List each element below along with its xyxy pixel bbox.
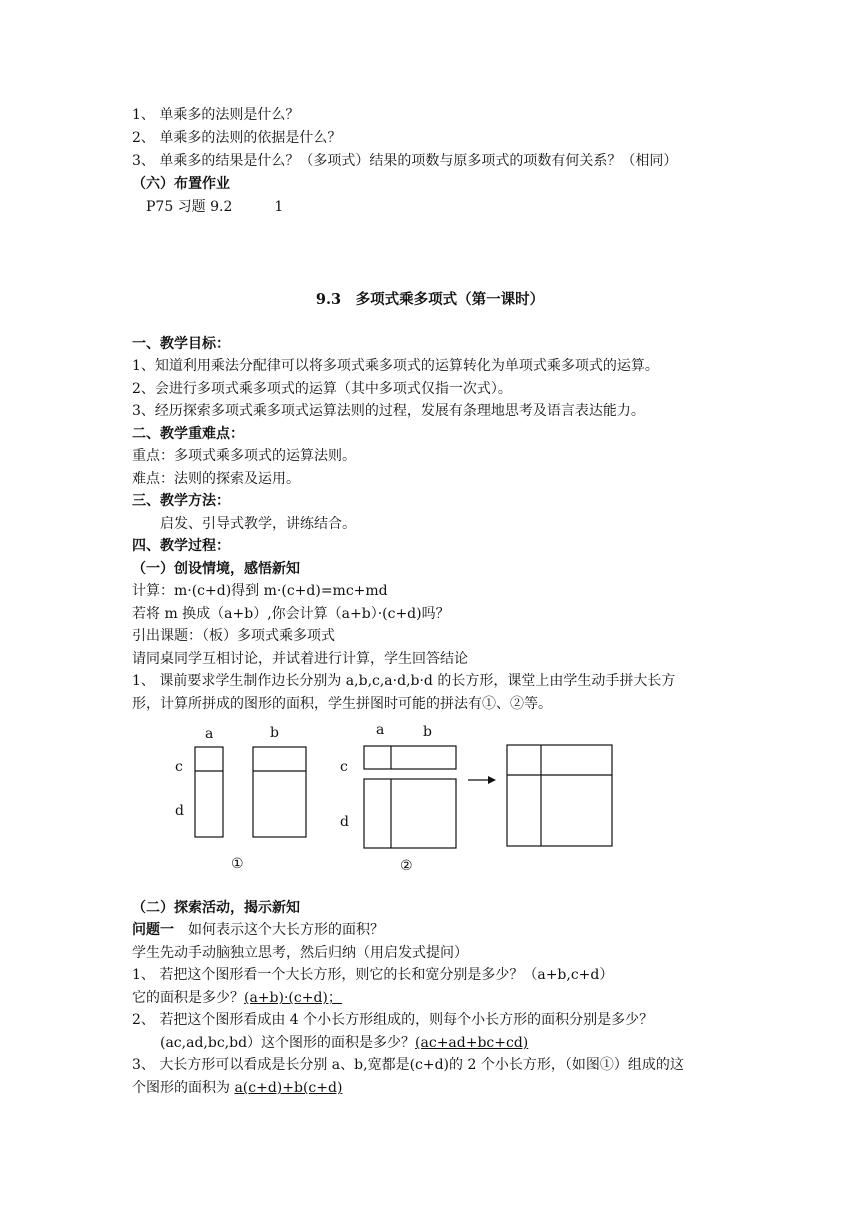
lesson-title: 9.3 多项式乘多项式（第一课时） bbox=[315, 291, 545, 308]
process-line-5a: 1、 课前要求学生制作边长分别为 a,b,c,a·d,b·d 的长方形，课堂上由学生动手拼大长方 bbox=[132, 673, 676, 689]
label-b-2: b bbox=[423, 724, 432, 740]
subsection-2-heading: （二）探索活动，揭示新知 bbox=[132, 900, 300, 916]
problem-1-text: 如何表示这个大长方形的面积？ bbox=[174, 922, 384, 938]
goal-1: 1、知道利用乘法分配律可以将多项式乘多项式的运算转化为单项式乘多项式的运算。 bbox=[132, 358, 659, 374]
answer-1: (a+b)·(c+d)； bbox=[244, 990, 342, 1006]
rect-bottom-block bbox=[364, 779, 456, 848]
explore-line-2: 1、 若把这个图形看一个大长方形，则它的长和宽分别是多少？（a+b,c+d） bbox=[132, 967, 614, 983]
section-method-heading: 三、教学方法： bbox=[132, 493, 230, 509]
section-goals-heading: 一、教学目标： bbox=[132, 336, 230, 352]
process-line-4: 请同桌同学互相讨论，并试着进行计算，学生回答结论 bbox=[132, 651, 468, 667]
difficult-point: 难点：法则的探索及运用。 bbox=[132, 471, 300, 487]
explore-line-3-text: 它的面积是多少？ bbox=[132, 990, 244, 1006]
explore-line-7-text: 个图形的面积为 bbox=[132, 1080, 235, 1096]
label-c-1: c bbox=[175, 759, 183, 775]
arrow-head bbox=[488, 776, 496, 784]
rect-a-tall bbox=[195, 747, 223, 837]
label-fig-2: ② bbox=[400, 858, 413, 874]
label-a-1: a bbox=[205, 726, 214, 742]
label-d-2: d bbox=[340, 814, 349, 830]
homework-text: P75 习题 9.2 1 bbox=[146, 199, 284, 215]
question-1: 1、 单乘多的法则是什么？ bbox=[132, 107, 300, 123]
label-fig-1: ① bbox=[231, 856, 244, 872]
explore-line-5-text: (ac,ad,bc,bd）这个图形的面积是多少？ bbox=[146, 1035, 416, 1051]
label-a-2: a bbox=[376, 722, 385, 738]
process-line-5b: 形，计算所拼成的图形的面积，学生拼图时可能的拼法有①、②等。 bbox=[132, 696, 552, 712]
goal-2: 2、会进行多项式乘多项式的运算（其中多项式仅指一次式）。 bbox=[132, 381, 512, 397]
section-keypoints-heading: 二、教学重难点： bbox=[132, 426, 244, 442]
rect-combined bbox=[507, 745, 612, 846]
rect-b-tall bbox=[253, 747, 306, 837]
explore-line-3 bbox=[132, 988, 342, 1008]
explore-line-6: 3、 大长方形可以看成是长分别 a、b,宽都是(c+d)的 2 个小长方形，（如图①）组成的这 bbox=[132, 1057, 684, 1073]
homework-heading: （六）布置作业 bbox=[132, 176, 230, 192]
explore-line-1: 学生先动手动脑独立思考，然后归纳（用启发式提问） bbox=[132, 945, 468, 961]
problem-1 bbox=[132, 920, 384, 940]
explore-line-7 bbox=[132, 1078, 342, 1098]
explore-line-4: 2、 若把这个图形看成由 4 个小长方形组成的，则每个小长方形的面积分别是多少？ bbox=[132, 1012, 654, 1028]
section-process-heading: 四、教学过程： bbox=[132, 538, 230, 554]
rect-top-strip bbox=[364, 746, 456, 769]
label-c-2: c bbox=[340, 759, 348, 775]
question-2: 2、 单乘多的法则的依据是什么？ bbox=[132, 130, 342, 146]
process-line-2: 若将 m 换成（a+b）,你会计算（a+b）·(c+d)吗？ bbox=[132, 606, 450, 622]
problem-1-label: 问题一 bbox=[132, 922, 174, 938]
explore-line-5 bbox=[146, 1033, 528, 1053]
goal-3: 3、经历探索多项式乘多项式运算法则的过程，发展有条理地思考及语言表达能力。 bbox=[132, 403, 645, 419]
label-b-1: b bbox=[270, 725, 279, 741]
answer-2: (ac+ad+bc+cd) bbox=[415, 1035, 529, 1051]
method-text: 启发、引导式教学，讲练结合。 bbox=[160, 516, 356, 532]
question-3: 3、 单乘多的结果是什么？（多项式）结果的项数与原多项式的项数有何关系？（相同） bbox=[132, 153, 678, 169]
process-line-1: 计算：m·(c+d)得到 m·(c+d)=mc+md bbox=[132, 583, 388, 599]
subsection-1-heading: （一）创设情境，感悟新知 bbox=[132, 561, 300, 577]
label-d-1: d bbox=[175, 803, 184, 819]
key-point: 重点：多项式乘多项式的运算法则。 bbox=[132, 448, 356, 464]
answer-3: a(c+d)+b(c+d) bbox=[234, 1080, 343, 1096]
process-line-3: 引出课题：（板）多项式乘多项式 bbox=[132, 628, 335, 644]
